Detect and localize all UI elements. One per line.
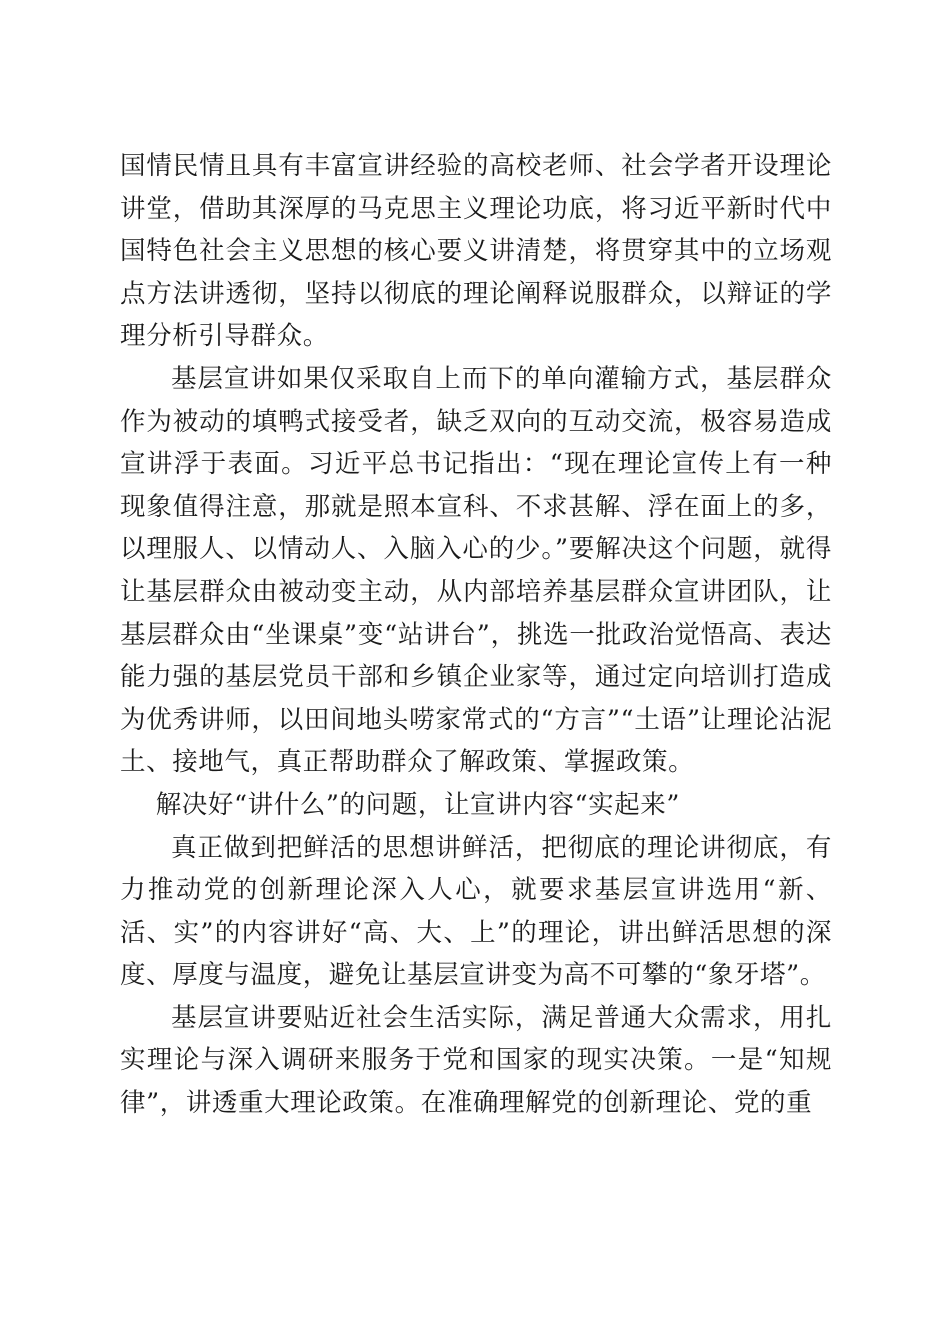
paragraph-2: 基层宣讲如果仅采取自上而下的单向灌输方式，基层群众作为被动的填鸭式接受者，缺乏双向的互动交流，极容易造成宣讲浮于表面。习近平总书记指出：“现在理论宣传上有一种现象值得注意，那就是照本宣科、不求甚解、浮在面上的多，以理服人、以情动人、入脑入心的少。”要解决这个问题，就得让基层群众由被动变主动，从内部培养基层群众宣讲团队，让基层群众由“坐课桌”变“站讲台”，挑选一批政治觉悟高、表达能力强的基层党员干部和乡镇企业家等，通过定向培训打造成为优秀讲师，以田间地头唠家常式的“方言”“土语”让理论沾泥土、接地气，真正帮助群众了解政策、掌握政策。 (120, 363, 832, 778)
paragraph-4: 基层宣讲要贴近社会生活实际，满足普通大众需求，用扎实理论与深入调研来服务于党和国家的现实决策。一是“知规律”，讲透重大理论政策。在准确理解党的创新理论、党的重 (120, 1002, 832, 1119)
section-heading: 解决好“讲什么”的问题，让宣讲内容“实起来” (155, 789, 681, 820)
paragraph-1: 国情民情且具有丰富宣讲经验的高校老师、社会学者开设理论讲堂，借助其深厚的马克思主义理论功底，将习近平新时代中国特色社会主义思想的核心要义讲清楚，将贯穿其中的立场观点方法讲透彻，坚持以彻底的理论阐释说服群众，以辩证的学理分析引导群众。 (120, 151, 832, 352)
paragraph-3: 真正做到把鲜活的思想讲鲜活，把彻底的理论讲彻底，有力推动党的创新理论深入人心，就要求基层宣讲选用“新、活、实”的内容讲好“高、大、上”的理论，讲出鲜活思想的深度、厚度与温度，避免让基层宣讲变为高不可攀的“象牙塔”。 (120, 832, 832, 991)
document-page (120, 145, 832, 1125)
